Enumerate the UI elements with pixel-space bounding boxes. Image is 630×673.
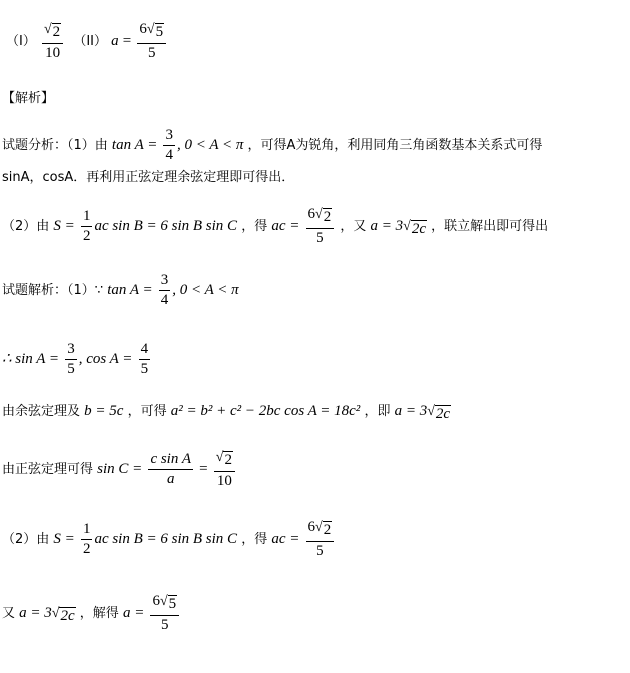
solution-sine-fraction-num: c sin A (148, 452, 193, 470)
solution-label: 试题解析：（1）∵ (2, 283, 104, 298)
analysis-p2-half (81, 209, 93, 244)
answer-eq: = (122, 32, 132, 49)
solution-sine-lhs: sin C = (97, 460, 143, 477)
solution-line-1 (2, 273, 239, 308)
solution-cos-fraction-den: 5 (140, 361, 149, 377)
solution-cosine-label: 由余弦定理及 (2, 404, 81, 419)
analysis-p2-a-radicand: 2c (411, 220, 426, 237)
solution-cosine-a: a = 3 (394, 403, 428, 419)
solution-cos-fraction (139, 342, 151, 377)
solution-sine-fraction-2-den: 10 (216, 472, 232, 489)
answer-fraction-1-den: 10 (45, 44, 61, 61)
solution-line-5 (2, 520, 336, 559)
solution-cosine-given: b = 5c (84, 403, 124, 419)
analysis-cond-fraction (163, 128, 175, 163)
analysis-text-1: ，可得A为锐角，利用同角三角函数基本关系式可得 (247, 138, 543, 153)
analysis-p2-fraction-coef: 6 (307, 206, 316, 222)
analysis-p2-half-den: 2 (82, 227, 91, 244)
solution-p2-half-den: 2 (82, 540, 91, 557)
solution-cond-fraction (159, 273, 171, 308)
solution-line-3: 由余弦定理及 b = 5c ，可得 a² = b² + c² − 2bc cos A = 18c² ，即 a = 3 √ 2c (2, 403, 451, 422)
answer-fraction-2-radicand: 5 (155, 24, 164, 40)
analysis-p2-expr: ac sin B = 6 sin B sin C (94, 217, 238, 234)
analysis-line-1 (2, 128, 542, 163)
analysis-p2-mid: ，得 (241, 218, 268, 234)
analysis-line-3: （2）由 S = $\frac{1}{2}$ ac sin B = 6 sin B sin C ，得 ac = 6 √ 2 5 ，又 a = 3 √ 2c ，联立解出即可得出 (2, 206, 549, 246)
analysis-heading: 【解析】 (2, 91, 55, 106)
solution-cond-fraction-den: 4 (160, 292, 169, 308)
solution-sine-fraction-den: a (166, 470, 175, 487)
answer-fraction-2-coef: 6 (139, 21, 147, 37)
analysis-p2-half-num: 1 (81, 209, 93, 227)
solution-cond-rest: , 0 < A < π (172, 282, 239, 298)
solution-cosine-expr: a² = b² + c² − 2bc cos A = 18c² (170, 403, 361, 419)
analysis-p2-s: S = (53, 217, 75, 234)
analysis-p2-again: ，又 (340, 218, 367, 234)
analysis-cond-fraction-num: 3 (163, 128, 175, 146)
analysis-cond-fraction-den: 4 (165, 147, 173, 163)
analysis-p2-fraction: 6 √ 2 5 (306, 207, 335, 246)
solution-p2-fraction-radicand: 2 (323, 522, 332, 538)
solution-final-label: 又 (2, 605, 16, 621)
analysis-line-2: sinA，cosA．再利用正弦定理余弦定理即可得出． (2, 170, 295, 185)
analysis-label: 试题分析：（1）由 (2, 138, 108, 153)
solution-sine-fraction-2-radicand: 2 (224, 452, 232, 468)
solution-final-fraction-den: 5 (161, 616, 169, 633)
solution-p2-ac: ac = (271, 530, 300, 547)
solution-p2-fraction: 6 √ 2 5 (306, 520, 335, 559)
solution-cond-fraction-num: 3 (159, 273, 171, 291)
answer-fraction-2-den: 5 (147, 44, 156, 61)
solution-p2-half-num: 1 (81, 522, 93, 540)
answer-label-2: （II） (73, 33, 107, 49)
solution-sin-fraction-den: 5 (67, 361, 75, 377)
solution-line-2 (2, 342, 152, 377)
analysis-cond: tan A = (111, 137, 158, 153)
analysis-p2-end: ，联立解出即可得出 (431, 218, 549, 234)
answer-label-1: （I） (6, 33, 36, 49)
solution-p2-half (81, 522, 93, 557)
solution-final-a: a = 3 (19, 604, 52, 621)
solution-sin-fraction-num: 3 (65, 342, 77, 360)
analysis-p2-a: a = 3 (370, 217, 404, 234)
solution-sine-label: 由正弦定理可得 (2, 461, 94, 477)
solution-p2-mid: ，得 (241, 531, 268, 547)
solution-therefore: ∴ sin A = (2, 351, 60, 367)
answer-fraction-1: √ 2 10 (42, 22, 63, 61)
solution-p2-expr: ac sin B = 6 sin B sin C (94, 530, 238, 547)
analysis-cond-rest: , 0 < A < π (176, 137, 244, 153)
solution-final-fraction: 6 √ 5 5 (150, 594, 179, 633)
analysis-p2-fraction-den: 5 (316, 229, 324, 246)
solution-final-fraction-radicand: 5 (168, 596, 177, 612)
solution-line-6: 又 a = 3 √ 2c ，解得 a = 6 √ 5 5 (2, 594, 181, 633)
solution-p2-label: （2）由 (2, 531, 50, 547)
solution-final-res: a = (122, 604, 145, 621)
analysis-p2-label: （2）由 (2, 218, 50, 234)
solution-p2-fraction-den: 5 (316, 542, 324, 559)
solution-cos-fraction-num: 4 (139, 342, 151, 360)
solution-cosine-mid: ，可得 (127, 404, 167, 419)
solution-p2-s: S = (53, 530, 75, 547)
solution-final-fraction-coef: 6 (152, 593, 160, 609)
analysis-p2-ac: ac = (271, 217, 300, 234)
solution-cos: , cos A = (78, 351, 133, 367)
solution-final-a-radicand: 2c (60, 607, 75, 624)
solution-cosine-a-radicand: 2c (435, 406, 451, 422)
answer-line (6, 22, 168, 61)
solution-cond: tan A = (107, 282, 153, 298)
solution-final-mid: ，解得 (79, 605, 119, 621)
answer-fraction-2: 6 √ 5 5 (137, 22, 166, 61)
solution-sine-fraction (148, 452, 193, 487)
solution-line-4 (2, 450, 237, 489)
analysis-p2-fraction-radicand: 2 (323, 209, 332, 225)
solution-cosine-then: ，即 (364, 404, 391, 419)
solution-sine-fraction-2: √ 2 10 (214, 450, 235, 489)
solution-sine-eq: = (199, 460, 208, 477)
solution-sin-fraction (65, 342, 77, 377)
solution-p2-fraction-coef: 6 (307, 519, 316, 535)
answer-fraction-1-radicand: 2 (52, 24, 61, 40)
answer-var: a (111, 32, 119, 49)
